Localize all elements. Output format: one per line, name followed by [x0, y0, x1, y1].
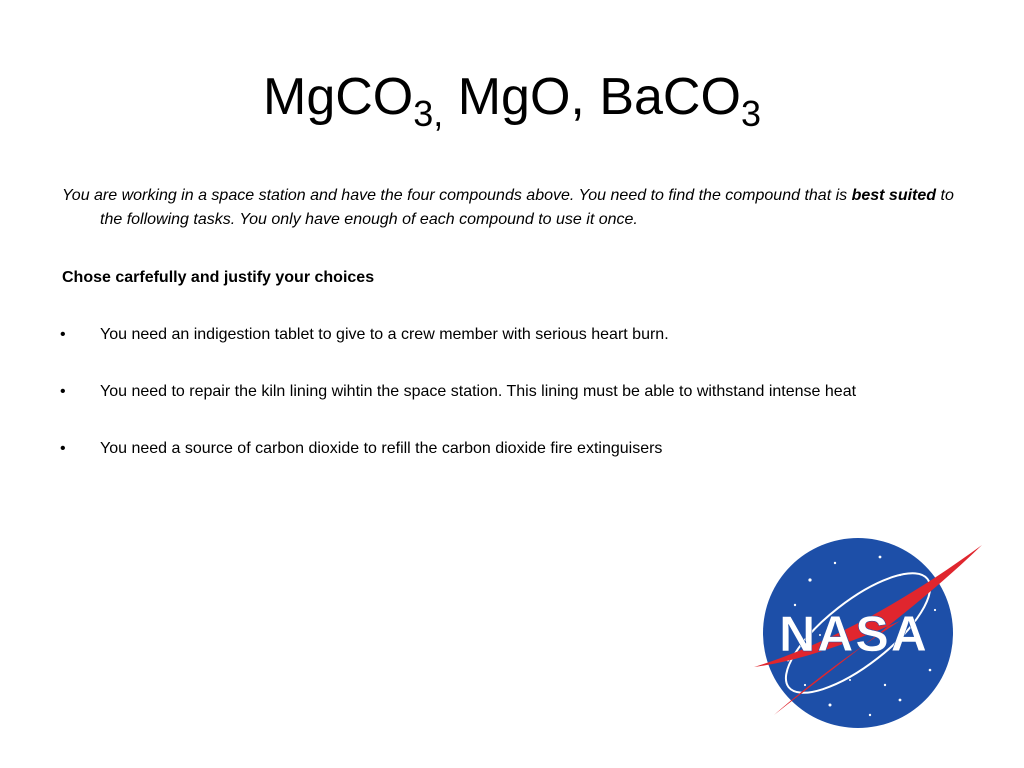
instruction-text: Chose carfefully and justify your choices — [62, 269, 375, 286]
bullet-icon: • — [60, 383, 66, 400]
intro-bold-text: best suited — [851, 187, 937, 204]
bullet-icon: • — [60, 440, 66, 457]
intro-text-end: to the following tasks. You only have enough of each compound to use it once. — [100, 187, 954, 228]
task-item — [62, 437, 967, 461]
task-text: You need to repair the kiln lining wihtin the space station. This lining must be able to withstand intense heat — [100, 383, 857, 400]
intro-text-start: You are working in a space station and have the four compounds above. You need to find the compound that is — [62, 187, 852, 204]
task-item — [62, 323, 967, 347]
task-item — [62, 380, 967, 404]
task-text: You need an indigestion tablet to give to a crew member with serious heart burn. — [100, 326, 669, 343]
title-subscript-1: 3, — [413, 93, 444, 134]
slide-body — [62, 184, 967, 494]
task-list — [62, 323, 967, 461]
title-subscript-2: 3 — [740, 93, 761, 134]
slide-title — [0, 62, 1024, 132]
task-text: You need a source of carbon dioxide to refill the carbon dioxide fire extinguisers — [100, 440, 663, 457]
nasa-logo — [750, 535, 985, 730]
logo-wordmark: NASA — [779, 606, 929, 662]
title-part-2: MgO, BaCO — [443, 68, 741, 126]
bullet-icon: • — [60, 326, 66, 343]
intro-paragraph — [62, 184, 967, 232]
title-part-1: MgCO — [263, 68, 414, 126]
